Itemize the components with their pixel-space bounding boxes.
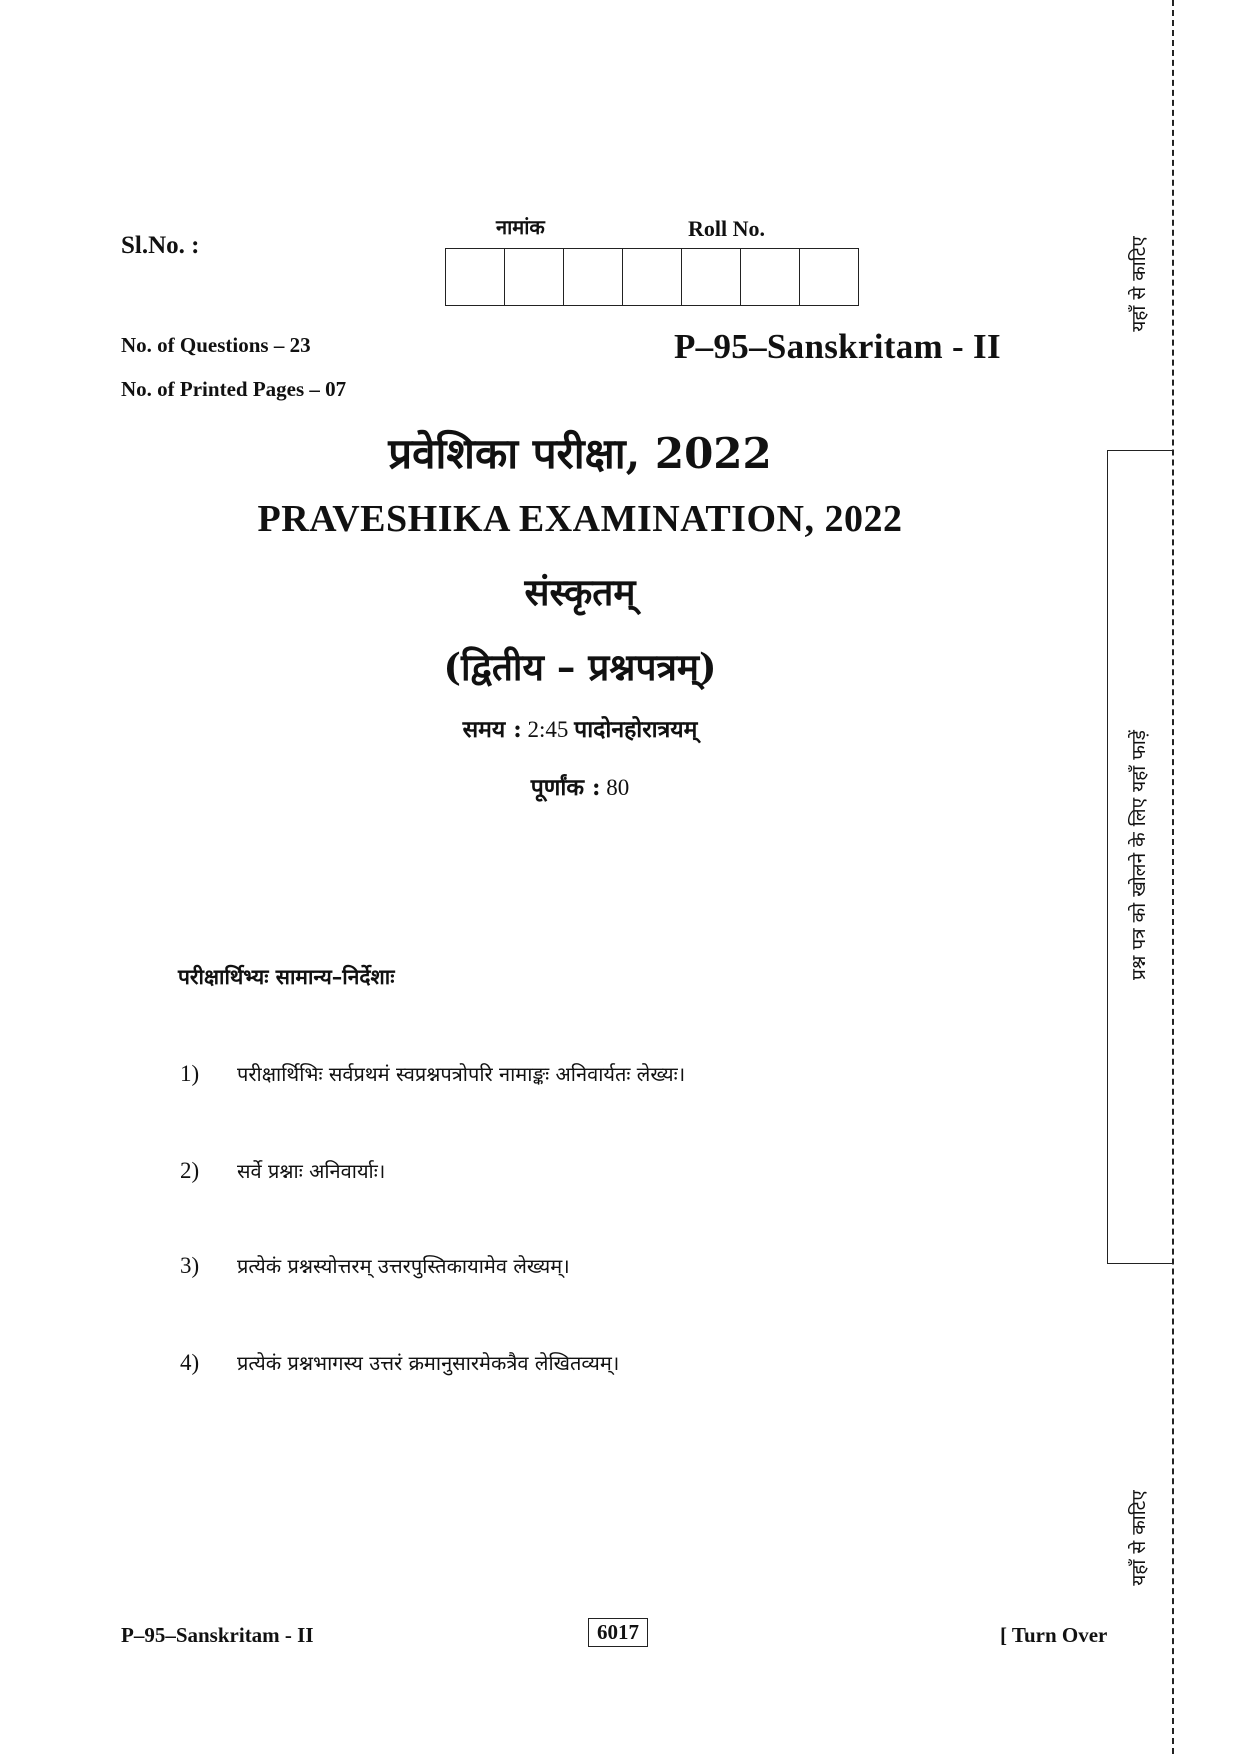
instruction-text: प्रत्येकं प्रश्नभागस्य उत्तरं क्रमानुसारमेकत्रैव लेखितव्यम्। bbox=[237, 1351, 620, 1375]
roll-digit-box[interactable] bbox=[799, 249, 858, 305]
number-of-printed-pages: No. of Printed Pages – 07 bbox=[121, 377, 347, 401]
namank-label: नामांक bbox=[496, 215, 545, 239]
serial-number-label: Sl.No. : bbox=[121, 232, 200, 259]
roll-digit-box[interactable] bbox=[446, 249, 504, 305]
instruction-item bbox=[180, 1349, 619, 1376]
instruction-item bbox=[180, 1157, 385, 1184]
marks-label: पूर्णांक : bbox=[530, 774, 601, 801]
roll-digit-box[interactable] bbox=[681, 249, 740, 305]
footer-paper-code: P–95–Sanskritam - II bbox=[121, 1623, 314, 1647]
paper-code: P–95–Sanskritam - II bbox=[674, 327, 1001, 366]
roll-digit-box[interactable] bbox=[740, 249, 799, 305]
paper-part-title: (द्वितीय – प्रश्नपत्रम्) bbox=[443, 645, 717, 689]
footer-serial-code: 6017 bbox=[588, 1618, 648, 1647]
full-marks bbox=[0, 770, 1160, 802]
instruction-number: 2) bbox=[180, 1158, 200, 1183]
time-allowed bbox=[0, 712, 1160, 744]
roll-digit-box[interactable] bbox=[563, 249, 622, 305]
turn-over-note: [ Turn Over bbox=[1000, 1623, 1108, 1647]
hindi-exam-title: प्रवेशिका परीक्षा, 2022 bbox=[388, 429, 772, 478]
instruction-text: प्रत्येकं प्रश्नस्योत्तरम् उत्तरपुस्तिकायामेव लेख्यम्। bbox=[237, 1254, 570, 1278]
number-of-questions: No. of Questions – 23 bbox=[121, 333, 311, 357]
instruction-item bbox=[180, 1060, 685, 1087]
time-unit: पादोनहोरात्रयम् bbox=[574, 716, 698, 743]
english-exam-title: PRAVESHIKA EXAMINATION, 2022 bbox=[257, 498, 903, 540]
cut-here-bottom-label: यहाँ से काटिए bbox=[1128, 1490, 1150, 1586]
instruction-number: 4) bbox=[180, 1350, 200, 1375]
instruction-number: 3) bbox=[180, 1253, 200, 1278]
instruction-item bbox=[180, 1252, 570, 1279]
time-value: 2:45 bbox=[521, 717, 575, 742]
subject-title: संस्कृतम् bbox=[524, 570, 636, 614]
instruction-number: 1) bbox=[180, 1061, 200, 1086]
roll-digit-box[interactable] bbox=[622, 249, 681, 305]
instruction-text: सर्वे प्रश्नाः अनिवार्याः। bbox=[237, 1159, 386, 1183]
instruction-text: परीक्षार्थिभिः सर्वप्रथमं स्वप्रश्नपत्रोपरि नामाङ्कः अनिवार्यतः लेख्यः। bbox=[237, 1062, 686, 1086]
roll-digit-box[interactable] bbox=[504, 249, 563, 305]
roll-no-label: Roll No. bbox=[688, 216, 765, 241]
instructions-heading: परीक्षार्थिभ्यः सामान्य–निर्देशाः bbox=[178, 964, 395, 989]
tear-here-label: प्रश्न पत्र को खोलने के लिए यहाँ फाड़ें bbox=[1128, 730, 1150, 980]
time-label: समय : bbox=[462, 716, 522, 743]
cut-here-top-label: यहाँ से काटिए bbox=[1128, 236, 1150, 332]
roll-number-boxes bbox=[445, 248, 859, 306]
marks-value: 80 bbox=[600, 775, 630, 800]
